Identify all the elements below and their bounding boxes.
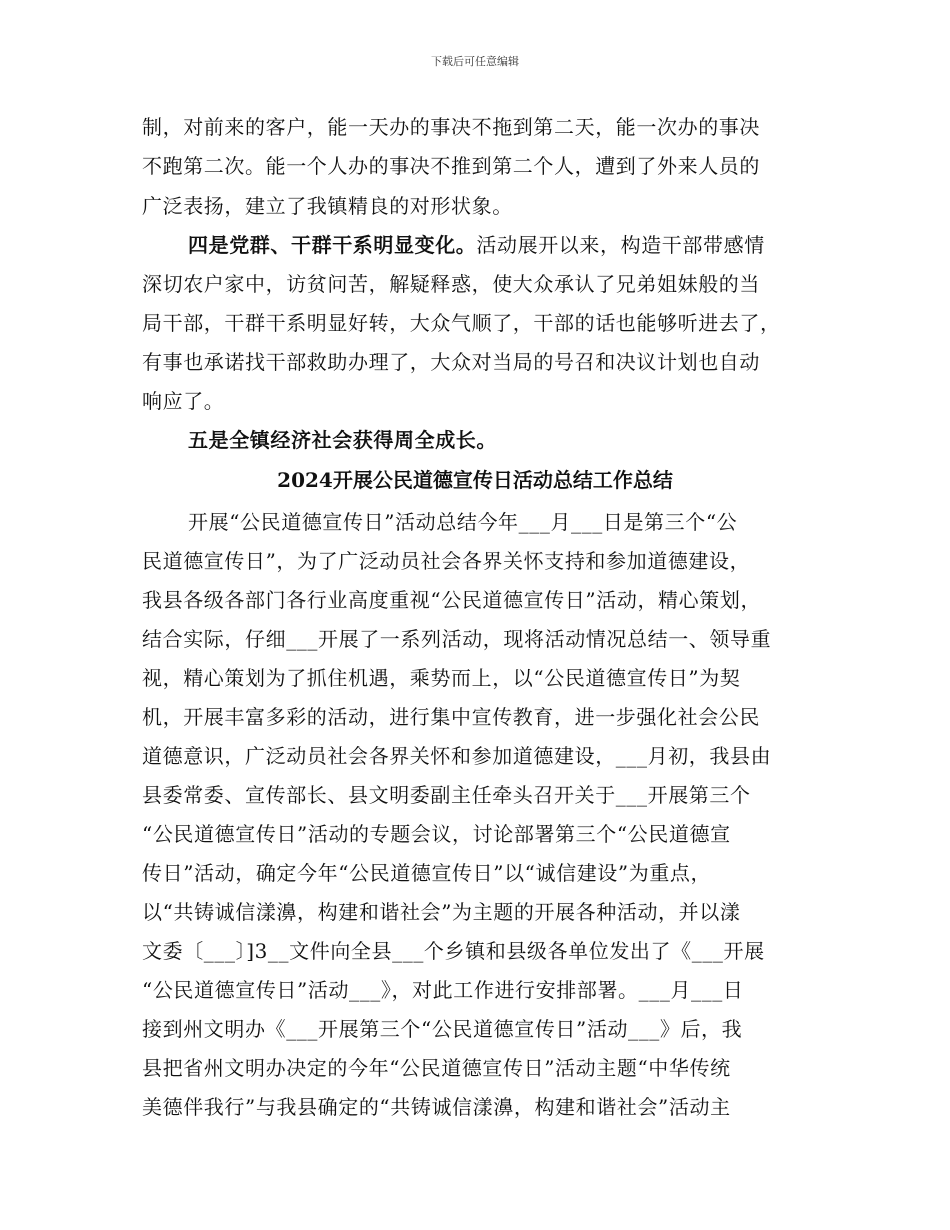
body-line: 有事也承诺找干部救助办理了，大众对当局的号召和决议计划也自动: [142, 350, 760, 374]
section-line: 美德伴我行”与我县确定的“共铸诚信漾濞，构建和谐社会”活动主: [142, 1095, 731, 1119]
body-line: 制，对前来的客户，能一天办的事决不拖到第二天，能一次办的事决: [142, 115, 760, 139]
section-line: “公民道德宣传日”活动的专题会议，讨论部署第三个“公民道德宣: [142, 822, 731, 846]
section-line: 开展“公民道德宣传日”活动总结今年___月___日是第三个“公: [188, 510, 738, 534]
section-line: 接到州文明办《___开展第三个“公民道德宣传日”活动___》后，我: [142, 1017, 743, 1041]
section-line: 视，精心策划为了抓住机遇，乘势而上，以“公民道德宣传日”为契: [142, 666, 741, 690]
section-line: 文委〔___〕]3__文件向全县___个乡镇和县级各单位发出了《___开展: [142, 939, 765, 963]
body-line: 深切农户家中，访贫问苦，解疑释惑，使大众承认了兄弟姐妹般的当: [142, 272, 760, 296]
body-line: 响应了。: [142, 389, 225, 413]
body-line: 局干部，干群干系明显好转，大众气顺了，干部的话也能够听进去了，: [142, 311, 781, 335]
section-line: 道德意识，广泛动员社会各界关怀和参加道德建设，___月初，我县由: [142, 744, 772, 768]
section-line: “公民道德宣传日”活动___》，对此工作进行安排部署。___月___日: [142, 978, 744, 1002]
section-line: 民道德宣传日”，为了广泛动员社会各界关怀支持和参加道德建设，: [142, 549, 751, 573]
section-line: 县把省州文明办决定的今年“公民道德宣传日”活动主题“中华传统: [142, 1056, 731, 1080]
section-line: 结合实际，仔细___开展了一系列活动，现将活动情况总结一、领导重: [142, 627, 772, 651]
section-line: 传日”活动，确定今年“公民道德宣传日”以“诚信建设”为重点，: [142, 861, 712, 885]
section-line: 我县各级各部门各行业高度重视“公民道德宣传日”活动，精心策划，: [142, 588, 762, 612]
body-line: 广泛表扬，建立了我镇精良的对形状象。: [142, 194, 513, 218]
section-line: 机，开展丰富多彩的活动，进行集中宣传教育，进一步强化社会公民: [142, 705, 760, 729]
section-line: 县委常委、宣传部长、县文明委副主任牵头召开关于___开展第三个: [142, 783, 751, 807]
paragraph-heading: 五是全镇经济社会获得周全成长。: [188, 428, 497, 452]
body-line: 不跑第二次。能一个人办的事决不推到第二个人，遭到了外来人员的: [142, 154, 760, 178]
paragraph-text: 活动展开以来，构造干部带感情: [476, 233, 765, 257]
section-title: 2024开展公民道德宣传日活动总结工作总结: [277, 468, 673, 492]
paragraph-four: [188, 232, 765, 258]
section-line: 以“共铸诚信漾濞，构建和谐社会”为主题的开展各种活动，并以漾: [142, 900, 741, 924]
page-header: 下载后可任意编辑: [431, 55, 519, 68]
paragraph-heading: 四是党群、干群干系明显变化。: [188, 233, 477, 257]
